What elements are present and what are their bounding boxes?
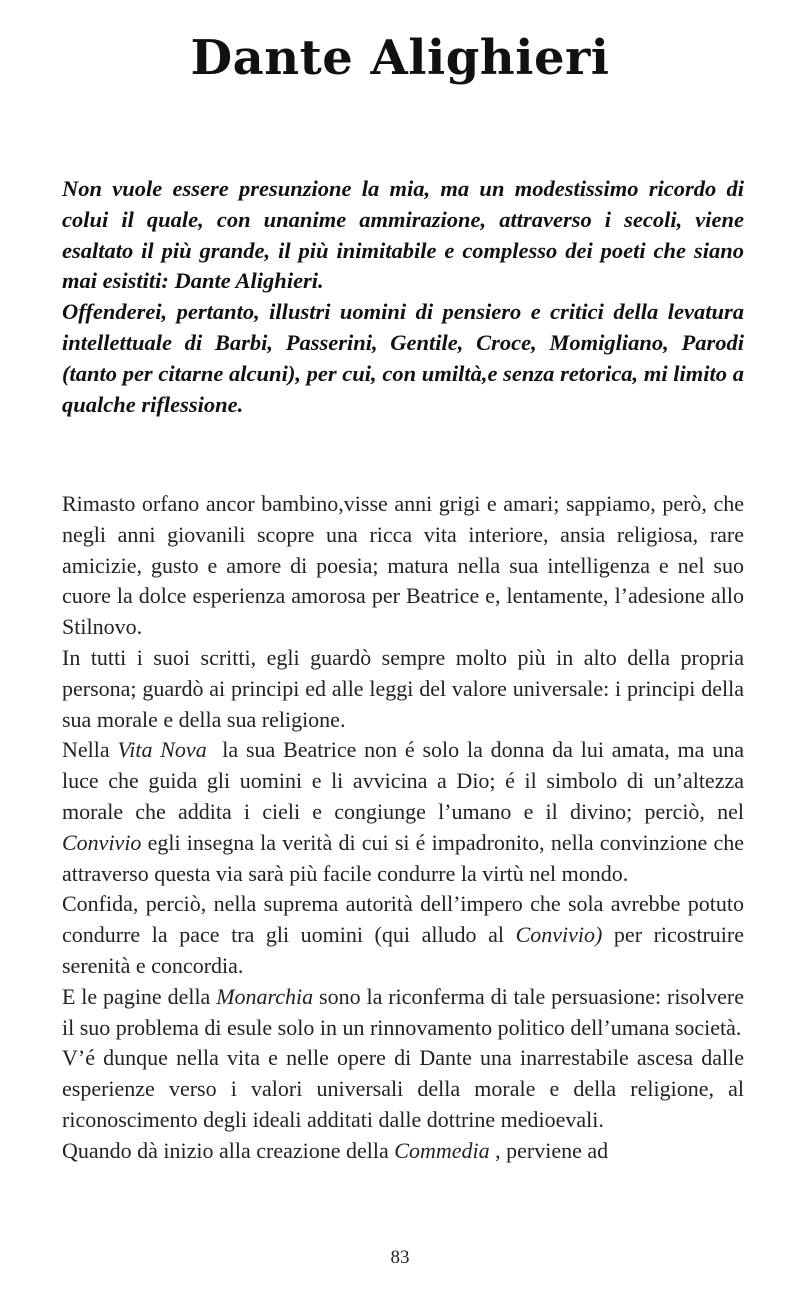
text-run: Confida, perciò, nella suprema autorità dell’impero che sola avrebbe potuto condurre la pace tra gli uomini (qui alludo al [62,891,744,948]
page-number: 83 [390,1247,410,1268]
body-paragraph [62,889,744,981]
body-text [62,489,750,1167]
text-run: per ricostruire serenità e concordia. [62,922,745,978]
page-title: Dante Alighieri [190,30,610,86]
intro-text [62,174,744,420]
work-title-monarchia: Monarchia [216,983,314,1009]
text-run: Quando dà inizio alla creazione della [62,1137,395,1163]
body-paragraph: V’é dunque nella vita e nelle opere di Dante una inarrestabile ascesa dalle esperienze verso i valori universali della morale e della religione, al riconoscimento degli ideali additati dalle dottrine medioevali. [62,1045,744,1132]
work-title-convivio: Convivio [62,829,142,855]
body-paragraph [62,982,744,1044]
body-paragraph [62,735,750,889]
text-run: Nella [62,737,118,763]
body-paragraph: In tutti i suoi scritti, egli guardò sempre molto più in alto della propria persona; guardò ai principi ed alle leggi del valore universale: i principi della sua morale e della sua religione. [62,644,744,732]
intro-paragraph: Non vuole essere presunzione la mia, ma un modestissimo ricordo di colui il quale, con unanime ammirazione, attraverso i secoli, viene esaltato il più grande, il più inimitabile e complesso dei poeti che siano mai esistiti: Dante Alighieri. [62,176,744,294]
intro-paragraph: Offenderei, pertanto, illustri uomini di pensiero e critici della levatura intellettuale di Barbi, Passerini, Gentile, Croce, Momigliano, Parodi (tanto per citarne alcuni), per cui, con umiltà,e senza retorica, mi limito a qualche riflessione. [62,299,744,417]
body-paragraph [62,1136,744,1167]
body-paragraph: Rimasto orfano ancor bambino,visse anni grigi e amari; sappiamo, però, che negli anni giovanili scopre una ricca vita interiore, ansia religiosa, rare amicizie, gusto e amore di poesia; matura nella sua intelligenza e nel suo cuore la dolce esperienza amorosa per Beatrice e, lentamente, l’adesione allo Stilnovo. [62,491,744,640]
text-run: E le pagine della [62,983,217,1009]
text-run: , perviene ad [489,1137,609,1163]
text-run: sono la riconferma di tale persuasione: risolvere il suo problema di esule solo in un rinnovamento politico dell’umana società. [62,983,744,1040]
text-run: egli insegna la verità di cui si é impadronito, nella convinzione che attraverso questa via sarà più facile condurre la virtù nel mondo. [62,829,744,886]
work-title-commedia: Commedia [394,1137,490,1163]
work-title-convivio: Convivio) [515,922,603,948]
text-run: la sua Beatrice non é solo la donna da lui amata, ma una luce che guida gli uomini e li avvicina a Dio; é il simbolo di un’altezza morale che addita i cieli e congiunge l’umano e il divino; perciò, nel [62,737,750,824]
work-title-vita-nova: Vita Nova [117,737,207,763]
